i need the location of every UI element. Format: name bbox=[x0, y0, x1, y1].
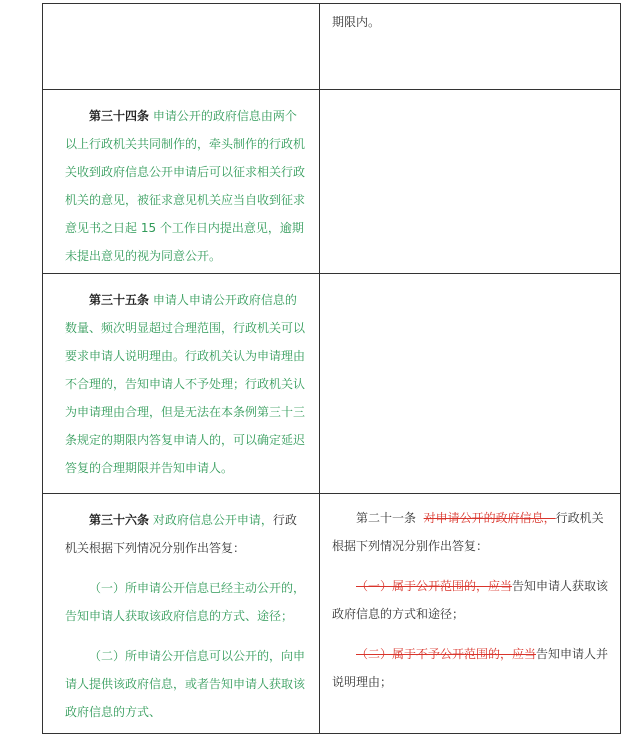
article-item-1: 告知申请人获取该政府信息的方式和途径； bbox=[332, 579, 609, 621]
article-intro-green: 对政府信息公开申请， bbox=[152, 513, 273, 527]
article-text: 申请人申请公开政府信息的数量、频次明显超过合理范围，行政机关可以要求申请人说明理由。行政机关认为申请理由不合理的，告知申请人不予处理；行政机关认为申请理由合理，但是无法在本条例第三十三条规定的期限内答复申请人的，可以确定延迟答复的合理期限并告知申请人。 bbox=[65, 293, 306, 475]
article-number: 第三十五条 bbox=[89, 293, 150, 307]
left-cell-article-35 bbox=[43, 274, 320, 494]
continuation-text: 期限内。 bbox=[332, 15, 381, 29]
left-cell-article-36 bbox=[43, 494, 320, 734]
left-cell-article-34 bbox=[43, 90, 320, 274]
article-intro: 行政机关根据下列情况分别作出答复： bbox=[65, 513, 297, 555]
article-item-2: 告知申请人并说明理由； bbox=[332, 647, 609, 689]
right-cell-empty bbox=[320, 90, 621, 274]
article-number: 第三十四条 bbox=[89, 109, 150, 123]
comparison-table bbox=[42, 3, 621, 734]
right-cell bbox=[320, 4, 621, 90]
right-cell-empty bbox=[320, 274, 621, 494]
article-number: 第三十六条 bbox=[89, 513, 150, 527]
table-row bbox=[43, 494, 621, 734]
article-item-1: （一）所申请公开信息已经主动公开的，告知申请人获取该政府信息的方式、途径； bbox=[65, 581, 306, 623]
article-text: 申请公开的政府信息由两个以上行政机关共同制作的，牵头制作的行政机关收到政府信息公开申请后可以征求相关行政机关的意见，被征求意见机关应当自收到征求意见书之日起 15 个工作日内提出意见，逾期未提出意见的视为同意公开。 bbox=[65, 109, 306, 263]
table-row bbox=[43, 274, 621, 494]
deleted-text: （二）属于不予公开范围的，应当 bbox=[356, 647, 537, 661]
article-number: 第二十一条 bbox=[356, 511, 417, 525]
left-cell-empty bbox=[43, 4, 320, 90]
table-row bbox=[43, 4, 621, 90]
deleted-text: （一）属于公开范围的，应当 bbox=[356, 579, 513, 593]
article-item-2: （二）所申请公开信息可以公开的，向申请人提供该政府信息，或者告知申请人获取该政府信息的方式、 bbox=[65, 649, 306, 719]
article-intro: 行政机关根据下列情况分别作出答复： bbox=[332, 511, 604, 553]
right-cell-article-21 bbox=[320, 494, 621, 734]
table-row bbox=[43, 90, 621, 274]
deleted-text: 对申请公开的政府信息， bbox=[423, 511, 556, 525]
